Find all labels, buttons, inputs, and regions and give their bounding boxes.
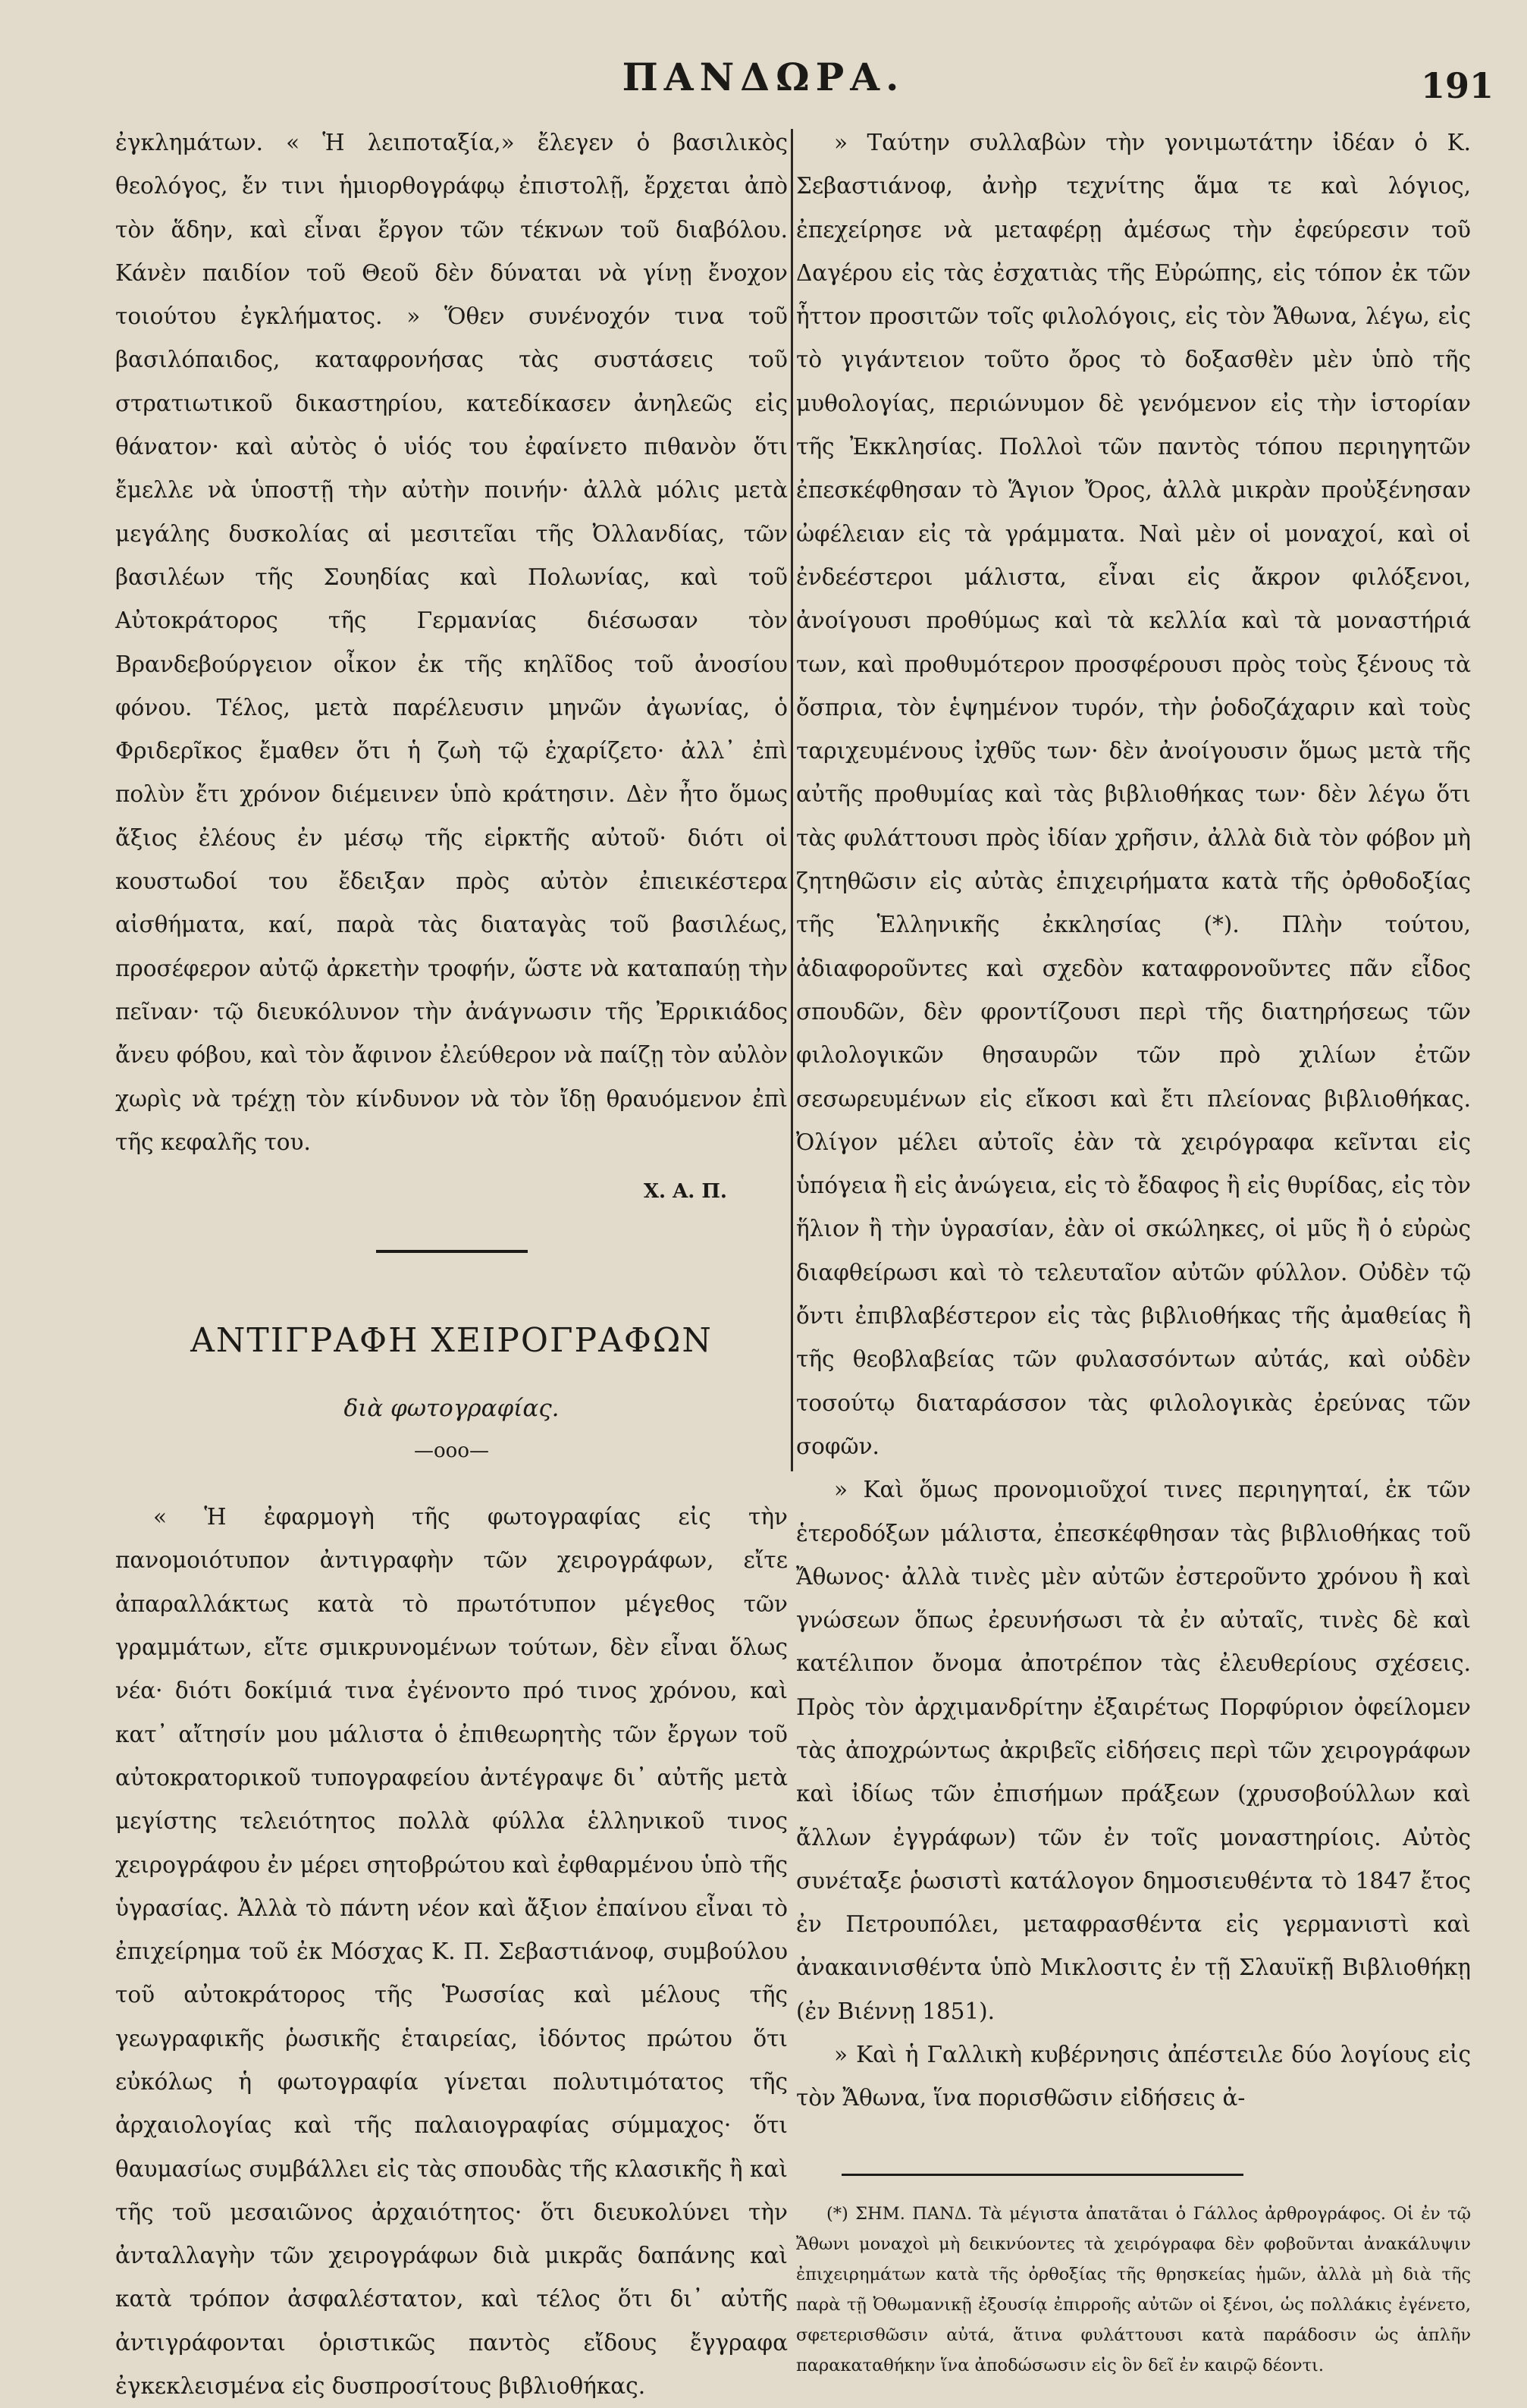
continued-paragraph: ἐγκλημάτων. « Ἡ λειποταξία,» ἔλεγεν ὁ βασιλικὸς θεολόγος, ἔν τινι ἡμιορθογράφῳ ἐπιστολῇ, ἔρχεται ἀπὸ τὸν ἅδην, καὶ εἶναι ἔργον τῶν τέκνων τοῦ διαβόλου. Κάνὲν παιδίον τοῦ Θεοῦ δὲν δύναται νὰ γίνῃ ἔνοχον τοιούτου ἐγκλήματος. » Ὅθεν συνένοχόν τινα τοῦ βασιλόπαιδος, καταφρονήσας τὰς συστάσεις τοῦ στρατιωτικοῦ δικαστηρίου, κατεδίκασεν ἀνηλεῶς εἰς θάνατον· καὶ αὐτὸς ὁ υἱός του ἐφαίνετο πιθανὸν ὅτι ἔμελλε νὰ ὑποστῇ τὴν αὐτὴν ποινήν· ἀλλὰ μόλις μετὰ μεγάλης δυσκολίας αἱ μεσιτεῖαι τῆς Ὀλλανδίας, τῶν βασιλέων τῆς Σουηδίας καὶ Πολωνίας, καὶ τοῦ Αὐτοκράτορος τῆς Γερμανίας διέσωσαν τὸν Βρανδεβούργειον οἶκον ἐκ τῆς κηλῖδος τοῦ ἀνοσίου φόνου. Τέλος, μετὰ παρέλευσιν μηνῶν ἀγωνίας, ὁ Φριδερῖκος ἔμαθεν ὅτι ἡ ζωὴ τῷ ἐχαρίζετο· ἀλλ᾿ ἐπὶ πολὺν ἔτι χρόνον διέμεινεν ὑπὸ κράτησιν. Δὲν ἦτο ὅμως ἄξιος ἐλέους ἐν μέσῳ τῆς εἱρκτῆς αὐτοῦ· διότι οἱ κουστωδοί του ἔδειξαν πρὸς αὐτὸν ἐπιεικέστερα αἰσθήματα, καί, παρὰ τὰς διαταγὰς τοῦ βασιλέως, προσέφερον αὐτῷ ἀρκετὴν τροφήν, ὥστε νὰ καταπαύῃ τὴν πεῖναν· τῷ διευκόλυνον τὴν ἀνάγνωσιν τῆς Ἐρρικιάδος ἄνευ φόβου, καὶ τὸν ἄφινον ἐλεύθερον νὰ παίζῃ τὸν αὐλὸν χωρὶς νὰ τρέχῃ τὸν κίνδυνον νὰ τὸν ἴδῃ θραυόμενον ἐπὶ τῆς κεφαλῆς του. xyxy=(115,130,788,1155)
right-column xyxy=(796,121,1471,2381)
article-title: ΑΝΤΙΓΡΑΦΗ ΧΕΙΡΟΓΡΑΦΩΝ xyxy=(190,1321,713,1361)
article-paragraph: « Ἡ ἐφαρμογὴ τῆς φωτογραφίας εἰς τὴν πανομοιότυπον ἀντιγραφὴν τῶν χειρογράφων, εἴτε ἀπαραλλάκτως κατὰ τὸ πρωτότυπον μέγεθος τῶν γραμμάτων, εἴτε σμικρυνομένων τούτων, δὲν εἶναι ὅλως νέα· διότι δοκίμιά τινα ἐγένοντο πρό τινος χρόνου, καὶ κατ᾿ αἴτησίν μου μάλιστα ὁ ἐπιθεωρητὴς τῶν ἔργων τοῦ αὐτοκρατορικοῦ τυπογραφείου ἀντέγραψε δι᾿ αὐτῆς μετὰ μεγίστης τελειότητος πολλὰ φύλλα ἑλληνικοῦ τινος χειρογράφου ἐν μέρει σητοβρώτου καὶ ἐφθαρμένου ὑπὸ τῆς ὑγρασίας. Ἀλλὰ τὸ πάντη νέον καὶ ἄξιον ἐπαίνου εἶναι τὸ ἐπιχείρημα τοῦ ἐκ Μόσχας Κ. Π. Σεβαστιάνοφ, συμβούλου τοῦ αὐτοκράτορος τῆς Ῥωσσίας καὶ μέλους τῆς γεωγραφικῆς ῥωσικῆς ἑταιρείας, ἰδόντος πρώτου ὅτι εὐκόλως ἡ φωτογραφία γίνεται πολυτιμότατος τῆς ἀρχαιολογίας καὶ τῆς παλαιογραφίας σύμμαχος· ὅτι θαυμασίως συμβάλλει εἰς τὰς σπουδὰς τῆς κλασικῆς ἢ καὶ τῆς τοῦ μεσαιῶνος ἀρχαιότητος· ὅτι διευκολύνει τὴν ἀνταλλαγὴν τῶν χειρογράφων διὰ μικρᾶς δαπάνης καὶ κατὰ τρόπον ἀσφαλέστατον, καὶ τέλος ὅτι δι᾿ αὐτῆς ἀντιγράφονται ὁριστικῶς παντὸς εἴδους ἔγγραφα ἐγκεκλεισμένα εἰς δυσπροσίτους βιβλιοθήκας. xyxy=(115,1504,788,2400)
article-paragraph: » Ταύτην συλλαβὼν τὴν γονιμωτάτην ἰδέαν ὁ Κ. Σεβαστιάνοφ, ἀνὴρ τεχνίτης ἅμα τε καὶ λόγιος, ἐπεχείρησε νὰ μεταφέρῃ ἀμέσως τὴν ἐφεύρεσιν τοῦ Δαγέρου εἰς τὰς ἐσχατιὰς τῆς Εὐρώπης, εἰς τόπον ἐκ τῶν ἧττον προσιτῶν τοῖς φιλολόγοις, εἰς τὸν Ἄθωνα, λέγω, εἰς τὸ γιγάντειον τοῦτο ὄρος τὸ δοξασθὲν μὲν ὑπὸ τῆς μυθολογίας, περιώνυμον δὲ γενόμενον εἰς τὴν ἱστορίαν τῆς Ἐκκλησίας. Πολλοὶ τῶν παντὸς τόπου περιηγητῶν ἐπεσκέφθησαν τὸ Ἅγιον Ὄρος, ἀλλὰ μικρὰν προὐξένησαν ὠφέλειαν εἰς τὰ γράμματα. Ναὶ μὲν οἱ μοναχοί, καὶ οἱ ἐνδεέστεροι μάλιστα, εἶναι εἰς ἄκρον φιλόξενοι, ἀνοίγουσι προθύμως καὶ τὰ κελλία καὶ τὰ μοναστήριά των, καὶ προθυμότερον προσφέρουσι πρὸς τοὺς ξένους τὰ ὄσπρια, τὸν ἑψημένον τυρόν, τὴν ῥοδοζάχαριν καὶ τοὺς ταριχευμένους ἰχθῦς των· δὲν ἀνοίγουσιν ὅμως μετὰ τῆς αὐτῆς προθυμίας καὶ τὰς βιβλιοθήκας των· δὲν λέγω ὅτι τὰς φυλάττουσι πρὸς ἰδίαν χρῆσιν, ἀλλὰ διὰ τὸν φόβον μὴ ζητηθῶσιν εἰς αὐτὰς ἐπιχειρήματα κατὰ τῆς ὀρθοδοξίας τῆς Ἑλληνικῆς ἐκκλησίας (*). Πλὴν τούτου, ἀδιαφοροῦντες καὶ σχεδὸν καταφρονοῦντες πᾶν εἶδος σπουδῶν, δὲν φροντίζουσι περὶ τῆς διατηρήσεως τῶν φιλολογικῶν θησαυρῶν τῶν πρὸ χιλίων ἐτῶν σεσωρευμένων εἰς εἴκοσι καὶ ἔτι πλείονας βιβλιοθήκας. Ὀλίγον μέλει αὐτοῖς ἐὰν τὰ χειρόγραφα κεῖνται εἰς ὑπόγεια ἢ εἰς ἀνώγεια, εἰς τὸ ἔδαφος ἢ εἰς θυρίδας, εἰς τὸν ἥλιον ἢ τὴν ὑγρασίαν, ἐὰν οἱ σκώληκες, οἱ μῦς ἢ ὁ εὐρὼς διαφθείρωσι καὶ τὸ τελευταῖον αὐτῶν φύλλον. Οὐδὲν τῷ ὄντι ἐπιβλαβέστερον εἰς τὰς βιβλιοθήκας τῆς ἀμαθείας ἢ τῆς θεοβλαβείας τῶν φυλασσόντων αὐτάς, καὶ οὐδὲν τοσούτῳ διαταράσσον τὰς φιλολογικὰς ἐρεύνας τῶν σοφῶν. xyxy=(796,130,1471,1459)
page-number: 191 xyxy=(1420,65,1494,106)
article-paragraph: » Καὶ ὅμως προνομιοῦχοί τινες περιηγηταί, ἐκ τῶν ἑτεροδόξων μάλιστα, ἐπεσκέφθησαν τὰς βιβλιοθήκας τοῦ Ἄθωνος· ἀλλὰ τινὲς μὲν αὐτῶν ἐστεροῦντο χρόνου ἢ καὶ γνώσεων ὅπως ἐρευνήσωσι τὰ ἐν αὐταῖς, τινὲς δὲ καὶ κατέλιπον ὄνομα ἀποτρέπον τὰς ἐλευθερίους σχέσεις. Πρὸς τὸν ἀρχιμανδρίτην ἐξαιρέτως Πορφύριον ὀφείλομεν τὰς ἀποχρώντως ἀκριβεῖς εἰδήσεις περὶ τῶν χειρογράφων καὶ ἰδίως τῶν ἐπισήμων πράξεων (χρυσοβούλλων καὶ ἄλλων ἐγγράφων) τῶν ἐν τοῖς μοναστηρίοις. Αὐτὸς συνέταξε ῥωσιστὶ κατάλογον δημοσιευθέντα τὸ 1847 ἔτος ἐν Πετρουπόλει, μεταφρασθέντα εἰς γερμανιστὶ καὶ ἀνακαινισθέντα ὑπὸ Μικλοσιτς ἐν τῇ Σλαυϊκῇ Βιβλιοθήκῃ (ἐν Βιέννῃ 1851). xyxy=(796,1477,1471,2024)
journal-title: ΠΑΝΔΩΡΑ. xyxy=(622,55,905,99)
footnote-separator xyxy=(842,2174,1243,2176)
ornament-mark: —ooo— xyxy=(414,1439,489,1463)
left-column xyxy=(115,121,788,2408)
article-paragraph: » Καὶ ἡ Γαλλικὴ κυβέρνησις ἀπέστειλε δύο λογίους εἰς τὸν Ἄθωνα, ἵνα πορισθῶσιν εἰδήσεις ἀ- xyxy=(796,2042,1471,2111)
footnote: (*) ΣΗΜ. ΠΑΝΔ. Τὰ μέγιστα ἀπατᾶται ὁ Γάλλος ἀρθρογράφος. Οἱ ἐν τῷ Ἄθωνι μοναχοὶ μὴ δεικνύοντες τὰ χειρόγραφα δὲν φοβοῦνται ἀνακάλυψιν ἐπιχειρημάτων κατὰ τῆς ὀρθοξίας τῆς θρησκείας ἡμῶν, ἀλλὰ μὴ διὰ τῆς παρὰ τῇ Ὀθωμανικῇ ἐξουσίᾳ ἐπιρροῆς αὐτῶν οἱ ξένοι, ὡς πολλάκις ἐγένετο, σφετερισθῶσιν αὐτά, ἅτινα φυλάττουσι κατὰ παράδοσιν ὡς ἁπλῆν παρακαταθήκην ἵνα ἀποδώσωσιν εἰς ὃν δεῖ ἐν καιρῷ δέοντι. xyxy=(796,2203,1471,2375)
author-signature: Χ. Α. Π. xyxy=(643,1180,727,1204)
column-divider xyxy=(791,129,793,1471)
article-subtitle: διὰ φωτογραφίας. xyxy=(343,1395,560,1423)
article-separator xyxy=(376,1250,528,1253)
